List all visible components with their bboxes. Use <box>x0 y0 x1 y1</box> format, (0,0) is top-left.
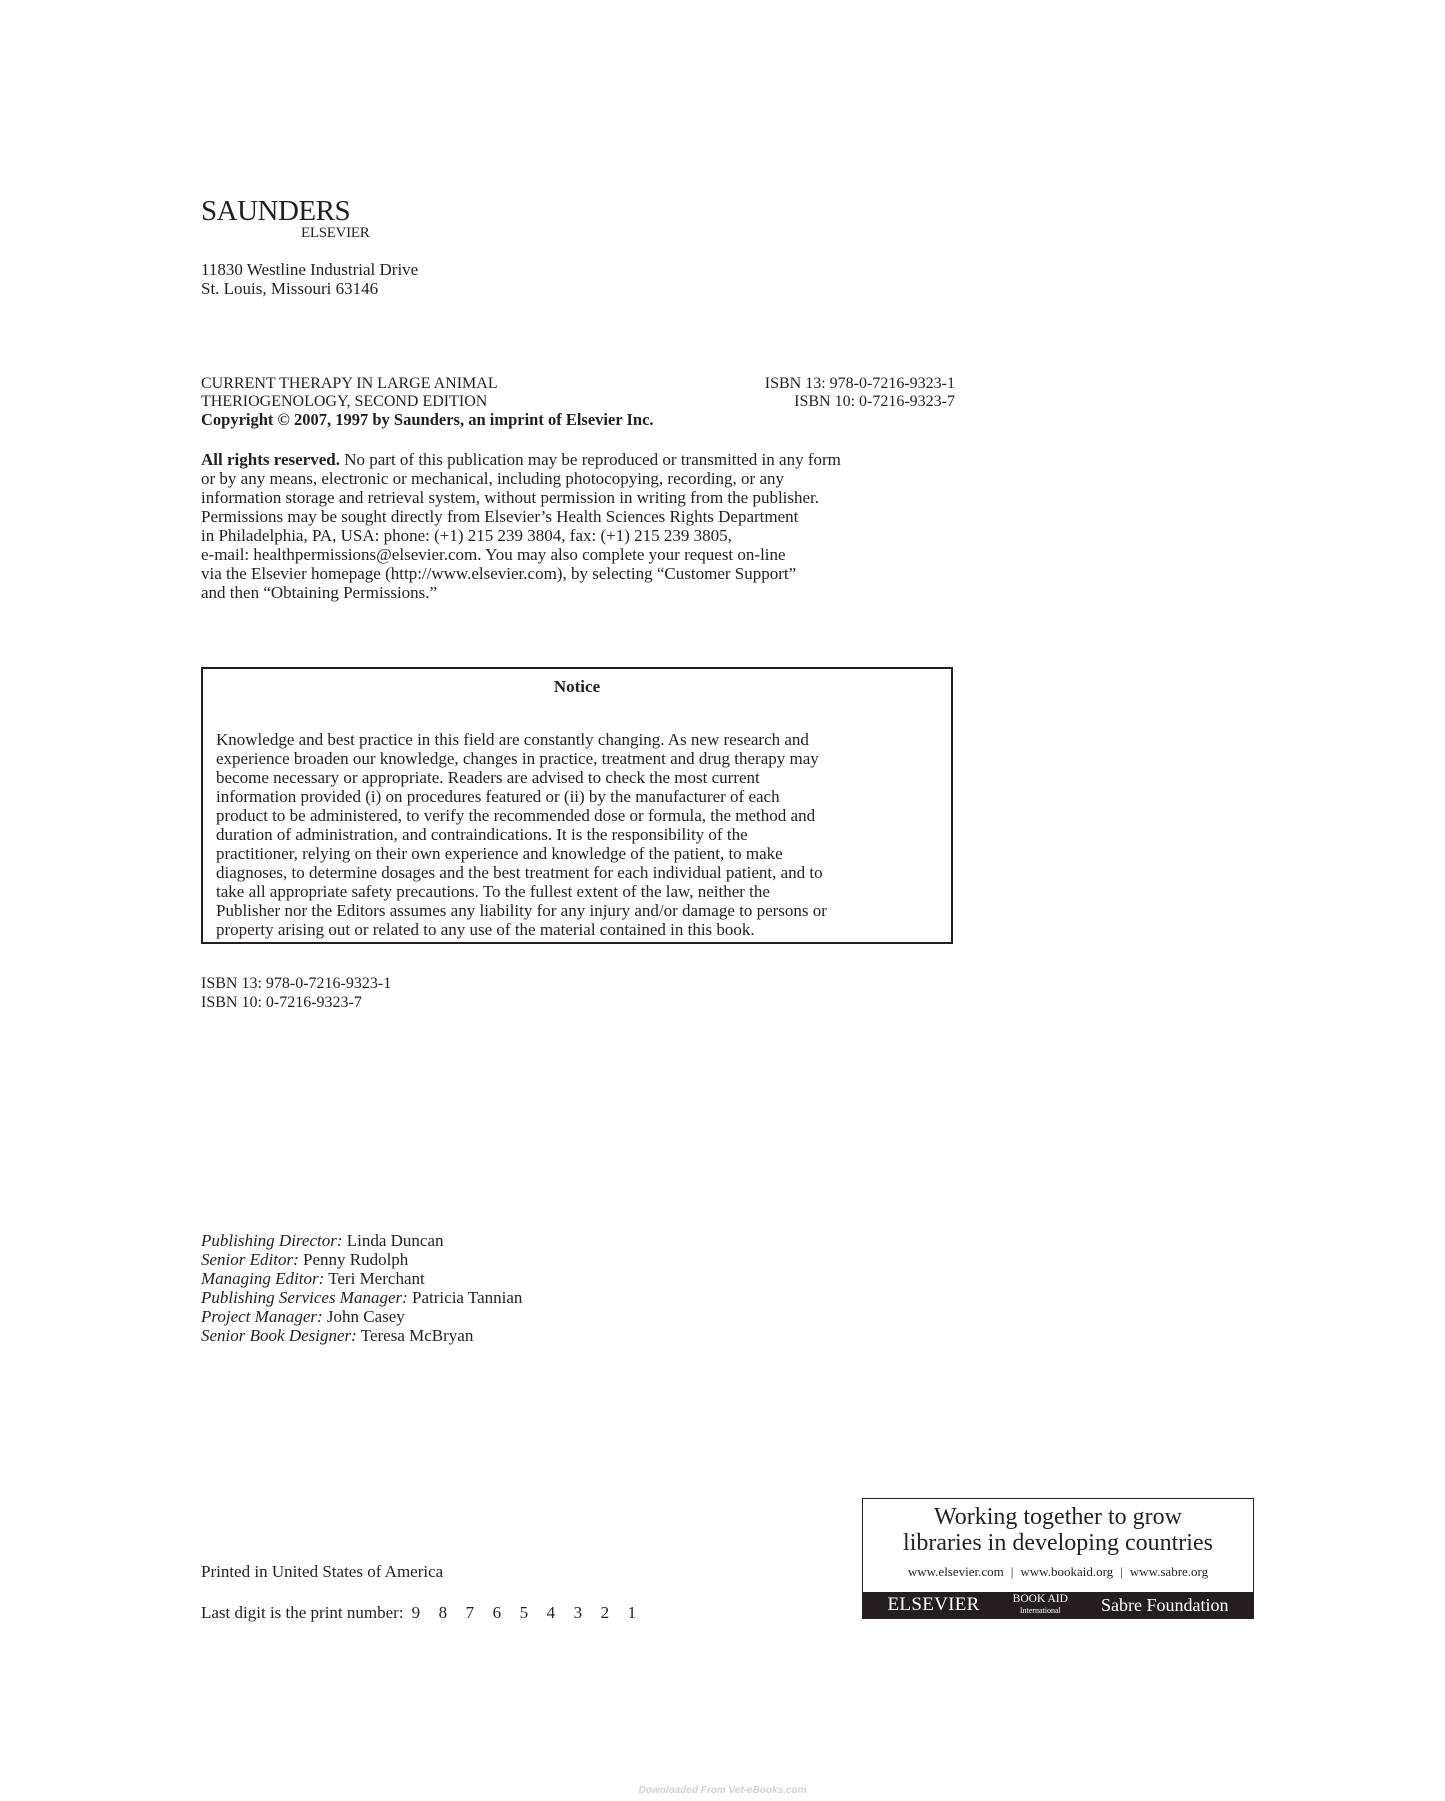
logo-elsevier: ELSEVIER <box>301 225 370 241</box>
url-elsevier: www.elsevier.com <box>907 1564 1004 1579</box>
notice-line: practitioner, relying on their own experience and knowledge of the patient, to make <box>216 844 783 863</box>
notice-line: Knowledge and best practice in this field are constantly changing. As new research and <box>216 730 809 749</box>
book-title-line-2: THERIOGENOLOGY, SECOND EDITION <box>201 393 488 410</box>
rights-paragraph <box>201 450 961 602</box>
notice-line: experience broaden our knowledge, changes in practice, treatment and drug therapy may <box>216 749 819 768</box>
bookaid-logo <box>1013 1594 1068 1616</box>
sabre-logo: Sabre Foundation <box>1100 1594 1229 1615</box>
credit-name: Teresa McBryan <box>356 1326 474 1345</box>
banner-headline-line: Working together to grow <box>933 1504 1182 1530</box>
credit-name: Patricia Tannian <box>407 1288 523 1307</box>
credit-name: Linda Duncan <box>342 1231 444 1250</box>
bookaid-logo-sub: International <box>1019 1606 1061 1615</box>
isbn-block <box>201 974 391 1012</box>
rights-line: via the Elsevier homepage (http://www.elsevier.com), by selecting “Customer Support” <box>201 564 797 583</box>
credit-line <box>201 1231 522 1250</box>
credit-name: Teri Merchant <box>324 1269 425 1288</box>
bookaid-logo-main: BOOK AID <box>1012 1593 1068 1605</box>
credit-name: Penny Rudolph <box>298 1250 409 1269</box>
notice-line: property arising out or related to any use of the material contained in this book. <box>216 920 755 939</box>
print-digit: 6 <box>492 1603 502 1622</box>
notice-line: product to be administered, to verify the recommended dose or formula, the method and <box>216 806 816 825</box>
print-digit: 7 <box>465 1603 475 1622</box>
print-digit: 1 <box>627 1603 637 1622</box>
print-number-label: Last digit is the print number: <box>201 1603 404 1622</box>
publisher-address <box>201 260 418 298</box>
address-line: St. Louis, Missouri 63146 <box>201 279 379 298</box>
rights-line: and then “Obtaining Permissions.” <box>201 583 438 602</box>
notice-line: become necessary or appropriate. Readers are advised to check the most current <box>216 768 760 787</box>
notice-line: information provided (i) on procedures featured or (ii) by the manufacturer of each <box>216 787 780 806</box>
book-title-line-1: CURRENT THERAPY IN LARGE ANIMAL <box>201 375 498 392</box>
print-digit: 8 <box>438 1603 448 1622</box>
credit-role: Senior Editor: <box>201 1250 299 1269</box>
isbn10: ISBN 10: 0-7216-9323-7 <box>201 994 362 1011</box>
banner-headline <box>863 1504 1253 1556</box>
url-bookaid: www.bookaid.org <box>1020 1564 1114 1579</box>
rights-line: Permissions may be sought directly from Elsevier’s Health Sciences Rights Department <box>201 507 799 526</box>
print-digit: 9 <box>411 1603 421 1622</box>
libraries-banner <box>862 1498 1254 1619</box>
rights-line: in Philadelphia, PA, USA: phone: (+1) 215 239 3804, fax: (+1) 215 239 3805, <box>201 526 732 545</box>
publisher-logo <box>201 196 369 240</box>
credit-line <box>201 1288 522 1307</box>
rights-line: e-mail: healthpermissions@elsevier.com. You may also complete your request on-line <box>201 545 786 564</box>
title-row-2 <box>201 393 955 411</box>
printed-in: Printed in United States of America <box>201 1562 444 1581</box>
title-row-1 <box>201 375 955 393</box>
credit-role: Managing Editor: <box>201 1269 325 1288</box>
credit-line <box>201 1326 522 1345</box>
rights-line: information storage and retrieval system, without permission in writing from the publisher. <box>201 488 820 507</box>
notice-line: Publisher nor the Editors assumes any liability for any injury and/or damage to persons or <box>216 901 827 920</box>
isbn13: ISBN 13: 978-0-7216-9323-1 <box>201 975 392 992</box>
banner-headline-line: libraries in developing countries <box>903 1530 1213 1556</box>
credit-role: Senior Book Designer: <box>201 1326 357 1345</box>
notice-line: take all appropriate safety precautions. To the fullest extent of the law, neither the <box>216 882 770 901</box>
notice-line: diagnoses, to determine dosages and the best treatment for each individual patient, and to <box>216 863 823 882</box>
credits-list <box>201 1231 522 1345</box>
credit-line <box>201 1250 522 1269</box>
copyright-line: Copyright © 2007, 1997 by Saunders, an imprint of Elsevier Inc. <box>201 410 654 429</box>
credit-role: Publishing Director: <box>201 1231 343 1250</box>
isbn10-top: ISBN 10: 0-7216-9323-7 <box>794 393 955 410</box>
credit-line <box>201 1269 522 1288</box>
elsevier-logo: ELSEVIER <box>887 1594 980 1615</box>
print-digit: 2 <box>600 1603 610 1622</box>
rights-line: All rights reserved. No part of this publication may be reproduced or transmitted in any form <box>201 450 841 469</box>
rights-lead: All rights reserved. <box>201 450 340 469</box>
url-sabre: www.sabre.org <box>1129 1564 1209 1579</box>
download-watermark: Downloaded From Vet-eBooks.com <box>638 1785 807 1796</box>
notice-box <box>201 667 953 944</box>
title-block <box>201 375 955 429</box>
notice-line: duration of administration, and contraindications. It is the responsibility of the <box>216 825 748 844</box>
notice-title: Notice <box>553 677 601 696</box>
print-digit: 4 <box>546 1603 556 1622</box>
url-separator: | <box>1120 1564 1123 1579</box>
banner-logo-bar <box>863 1592 1253 1618</box>
isbn13-top: ISBN 13: 978-0-7216-9323-1 <box>764 375 955 392</box>
credit-role: Project Manager: <box>201 1307 323 1326</box>
notice-body <box>216 730 827 939</box>
rights-line: or by any means, electronic or mechanical, including photocopying, recording, or any <box>201 469 785 488</box>
url-separator: | <box>1010 1564 1014 1579</box>
banner-urls <box>863 1564 1253 1580</box>
print-digit: 5 <box>519 1603 529 1622</box>
credit-role: Publishing Services Manager: <box>201 1288 408 1307</box>
credit-line <box>201 1307 522 1326</box>
logo-saunders: SAUNDERS <box>201 195 351 227</box>
print-digit: 3 <box>573 1603 583 1622</box>
credit-name: John Casey <box>322 1307 405 1326</box>
print-number-line <box>201 1603 655 1623</box>
address-line: 11830 Westline Industrial Drive <box>201 260 419 279</box>
